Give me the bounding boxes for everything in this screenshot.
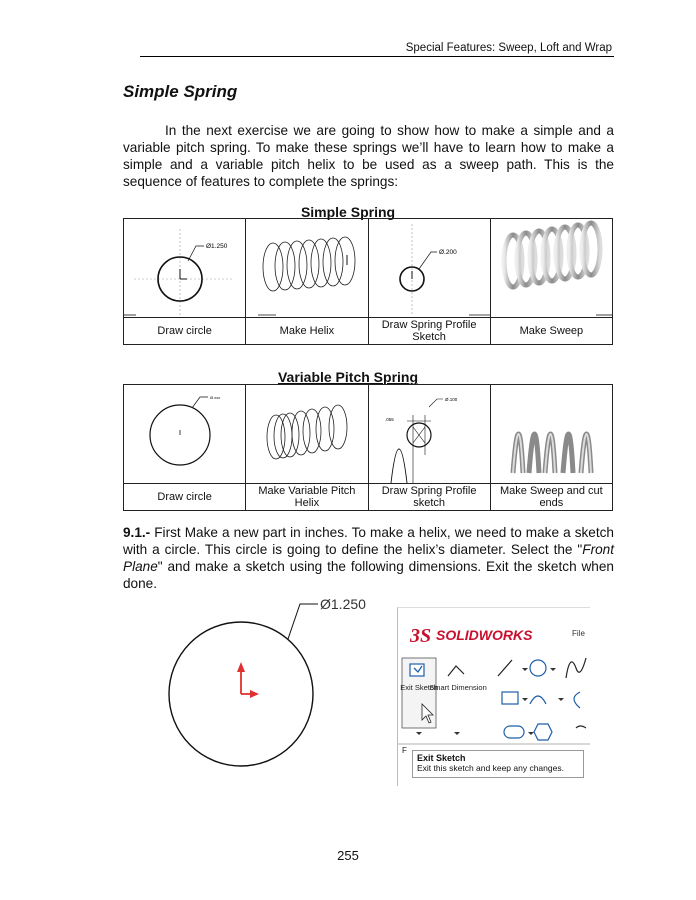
diameter-dimension: Ø1.250 — [320, 596, 366, 612]
chevron-down-icon — [558, 698, 564, 701]
step-draw-circle — [124, 219, 246, 344]
caption: Make Sweep and cut ends — [491, 483, 612, 510]
exit-sketch-icon — [410, 664, 424, 676]
step-draw-profile — [369, 219, 491, 344]
exit-sketch-tooltip — [412, 750, 584, 778]
brand-name: SOLIDWORKS — [436, 627, 533, 643]
tooltip-title: Exit Sketch — [417, 753, 466, 763]
line-tool-icon — [498, 660, 512, 676]
origin-icon — [237, 662, 259, 698]
dim-label: Ø.xxx — [210, 395, 221, 400]
dropdown-arrows[interactable] — [416, 668, 564, 735]
caption: Draw circle — [124, 317, 245, 344]
smart-dimension-icon — [448, 666, 464, 676]
arc-tool-icon — [530, 696, 546, 704]
step-text-after: " and make a sketch using the following dimensions. Exit the sketch when done. — [123, 559, 614, 591]
circle-tool-icon — [530, 660, 546, 676]
exit-label: Exit Sketch — [400, 683, 438, 692]
caption: Draw circle — [124, 483, 245, 510]
chevron-down-icon — [528, 732, 534, 735]
front-plane-term: Front Plane — [123, 542, 614, 574]
rectangle-tool-icon — [502, 692, 518, 704]
tooltip-description: Exit this sketch and keep any changes. — [417, 763, 564, 773]
simple-spring-sequence — [123, 218, 613, 345]
caption: Make Sweep — [491, 317, 612, 344]
variable-spring-image — [491, 385, 613, 486]
step-draw-circle-2 — [124, 385, 246, 510]
section-heading: Simple Spring — [123, 82, 238, 101]
chevron-down-icon — [550, 668, 556, 671]
sketch-tools[interactable] — [498, 658, 586, 740]
helix-image — [246, 219, 368, 320]
chevron-down-icon — [522, 668, 528, 671]
file-menu[interactable]: File — [572, 629, 585, 638]
variable-spring-title: Variable Pitch Spring — [277, 369, 419, 385]
fillet-tool-icon — [576, 726, 586, 728]
circle-sketch-image — [124, 219, 246, 320]
polygon-tool-icon — [534, 724, 552, 740]
circle-sketch-image — [124, 385, 246, 486]
chevron-down-icon — [522, 698, 528, 701]
dim-label: Ø.200 — [438, 249, 457, 256]
solidworks-logo-icon: 3S — [410, 625, 432, 647]
tab-partial[interactable]: F — [402, 746, 407, 755]
variable-spring-sequence — [123, 384, 613, 511]
profile-sketch-image — [369, 385, 491, 486]
caption: Make Helix — [246, 317, 367, 344]
page-number: 255 — [337, 848, 359, 863]
step-make-sweep — [491, 219, 612, 344]
chevron-down-icon — [416, 732, 422, 735]
dim-label: Ø.100 — [444, 397, 457, 402]
sweep-spring-image — [491, 219, 613, 320]
dim-label: .055 — [384, 417, 394, 422]
step-make-helix — [246, 219, 368, 344]
running-header: Special Features: Sweep, Loft and Wrap — [405, 42, 612, 54]
slot-tool-icon — [504, 726, 524, 738]
header-rule — [140, 56, 614, 57]
caption: Make Variable Pitch Helix — [246, 483, 367, 510]
caption: Draw Spring Profile Sketch — [369, 317, 490, 344]
step-make-sweep-cut — [491, 385, 612, 510]
variable-spring-heading — [0, 369, 696, 385]
caption: Draw Spring Profile sketch — [369, 483, 490, 510]
variable-helix-image — [246, 385, 368, 486]
profile-sketch-image — [369, 219, 491, 320]
step-make-variable-helix — [246, 385, 368, 510]
step-draw-profile-2 — [369, 385, 491, 510]
step-number: 9.1.- — [123, 525, 151, 540]
step-paragraph — [123, 524, 614, 592]
circle-dimension-figure — [138, 594, 378, 794]
smart-dimension-label[interactable]: Smart Dimension — [429, 683, 487, 692]
simple-spring-title: Simple Spring — [300, 204, 396, 220]
dim-label: Ø1.250 — [206, 243, 228, 250]
arc-tool-icon-2 — [574, 692, 580, 708]
intro-paragraph: In the next exercise we are going to show how to make a simple and a variable pitch spring. To make these springs we’ll have to learn how to make a simple and a variable pitch helix to be used as a sweep path. This is the sequence of features to complete the springs: — [123, 123, 614, 189]
spline-tool-icon — [566, 658, 586, 678]
chevron-down-icon — [454, 732, 460, 735]
step-text-before: First Make a new part in inches. To make a helix, we need to make a sketch with a circle. This circle is going to define the helix’s diameter. Select the " — [123, 525, 614, 557]
